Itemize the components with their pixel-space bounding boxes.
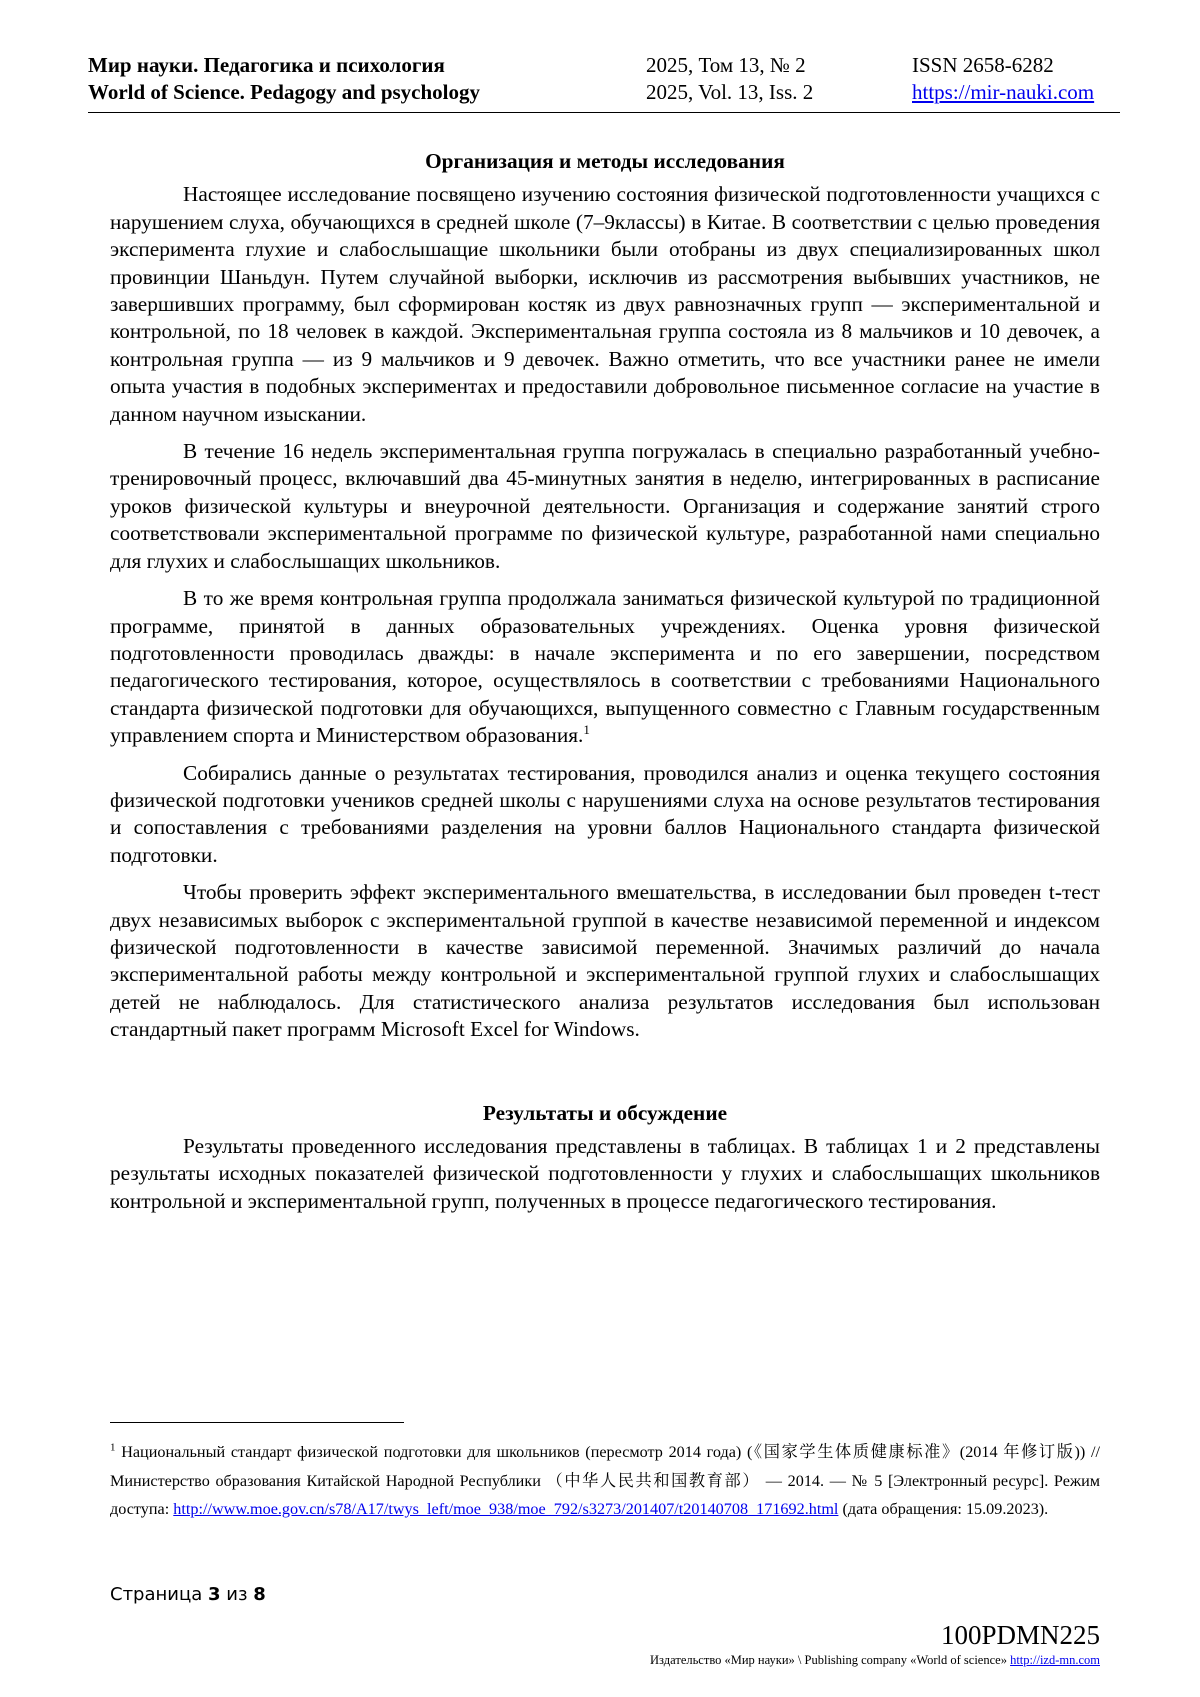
footnote-link[interactable]: http://www.moe.gov.cn/s78/A17/twys_left/moe_938/moe_792/s3273/201407/t20140708_171692.html — [173, 1500, 839, 1518]
footnote-separator — [110, 1422, 404, 1423]
paragraph: Результаты проведенного исследования представлены в таблицах. В таблицах 1 и 2 представлены результаты исходных показателей физической подготовленности у глухих и слабослышащих школьников контрольной и экспериментальной групп, полученных в процессе педагогического тестирования. — [110, 1134, 1100, 1213]
publisher-line: Издательство «Мир науки» \ Publishing company «World of science» http://izd-mn.com — [650, 1653, 1100, 1667]
footnote-mark: 1 — [110, 1441, 116, 1454]
section-title-results: Результаты и обсуждение — [482, 1100, 728, 1125]
publisher-link[interactable]: http://izd-mn.com — [1010, 1653, 1100, 1667]
journal-title-block — [88, 52, 480, 106]
issue-en: 2025, Vol. 13, Iss. 2 — [646, 80, 814, 104]
article-body — [110, 140, 1100, 1215]
page-current: 3 — [208, 1584, 221, 1605]
journal-title-en: World of Science. Pedagogy and psychology — [88, 80, 481, 104]
paragraph: Собирались данные о результатах тестирования, проводился анализ и оценка текущего состояния физической подготовки учеников средней школы с нарушениями слуха на основе результатов тестирования и сопоставления с требованиями разделения на уровни баллов Национального стандарта физической подготовки. — [110, 760, 1100, 867]
issn: ISSN 2658-6282 — [912, 53, 1054, 77]
footnote-reference[interactable]: 1 — [583, 722, 590, 738]
footnote-text: Национальный стандарт физической подготовки для школьников (пересмотр 2014 года) (《国家学生体质健康标准》(2014 年修订版)) // Министерство образования Китайской Народной Республики （中华人民共和国教育部） — 2014. — № 5 [Электронный ресурс]. Режим доступа: — [110, 1443, 1101, 1518]
section-title-methods: Организация и методы исследования — [425, 149, 785, 173]
page-number: Страница 3 из 8 — [110, 1584, 266, 1605]
footnote-access-date: (дата обращения: 15.09.2023). — [838, 1500, 1049, 1518]
paragraph: Чтобы проверить эффект экспериментального вмешательства, в исследовании был проведен t-тест двух независимых выборок с экспериментальной группой в качестве независимой переменной и индексом физической подготовленности в качестве зависимой переменной. Значимых различий до начала экспериментальной работы между контрольной и экспериментальной группой глухих и слабослышащих детей не наблюдалось. Для статистического анализа результатов исследования был использован стандартный пакет программ Microsoft Excel for Windows. — [110, 880, 1100, 1042]
footnote — [110, 1438, 1100, 1524]
issue-block — [646, 52, 813, 106]
issue-ru: 2025, Том 13, № 2 — [646, 53, 806, 77]
journal-title-ru: Мир науки. Педагогика и психология — [88, 53, 445, 77]
paragraph — [110, 585, 1100, 749]
journal-url-link[interactable]: https://mir-nauki.com — [912, 80, 1095, 104]
page-total: 8 — [253, 1584, 266, 1605]
paragraph-text: В то же время контрольная группа продолжала заниматься физической культурой по традиционной программе, принятой в данных образовательных учреждениях. Оценка уровня физической подготовленности проводилась дважды: в начале эксперимента и по его завершении, посредством педагогического тестирования, которое, осуществлялось в соответствии с требованиями Национального стандарта физической подготовки для обучающихся, выпущенного совместно с Главным государственным управлением спорта и Министерством образования. — [110, 586, 1100, 748]
article-code: 100PDMN225 — [940, 1620, 1100, 1650]
running-header — [88, 52, 1120, 113]
paragraph: Настоящее исследование посвящено изучению состояния физической подготовленности учащихся с нарушением слуха, обучающихся в средней школе (7–9классы) в Китае. В соответствии с целью проведения эксперимента глухие и слабослышащие школьники были отобраны из двух специализированных школ провинции Шаньдун. Путем случайной выборки, исключив из рассмотрения выбывших участников, не завершивших программу, был сформирован костяк из двух равнозначных групп — экспериментальной и контрольной, по 18 человек в каждой. Экспериментальная группа состояла из 8 мальчиков и 10 девочек, а контрольная группа — из 9 мальчиков и 9 девочек. Важно отметить, что все участники ранее не имели опыта участия в подобных экспериментах и предоставили добровольное письменное согласие на участие в данном научном изыскании. — [110, 182, 1100, 426]
issn-block — [912, 52, 1094, 106]
paragraph: В течение 16 недель экспериментальная группа погружалась в специально разработанный учебно-тренировочный процесс, включавший два 45-минутных занятия в неделю, интегрированных в расписание уроков физической культуры и внеурочной деятельности. Организация и содержание занятий строго соответствовали экспериментальной программе по физической культуре, разработанной нами специально для глухих и слабослышащих школьников. — [110, 439, 1100, 573]
